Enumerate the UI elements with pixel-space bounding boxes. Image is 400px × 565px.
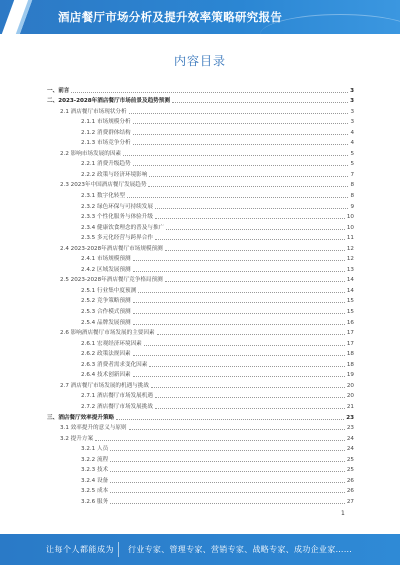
toc-leader-dots (155, 238, 345, 240)
toc-entry[interactable] (47, 379, 354, 390)
toc-entry-title: 2.5.3 合作模式预测 (81, 309, 131, 316)
toc-entry[interactable] (47, 211, 354, 222)
toc-entry-page: 25 (346, 456, 354, 463)
table-of-contents (47, 84, 354, 506)
toc-leader-dots (155, 407, 345, 409)
footer-tagline: 行业专家、管理专家、营销专家、战略专家、成功企业家…… (128, 545, 353, 554)
toc-entry[interactable] (47, 242, 354, 253)
toc-entry-page: 15 (346, 309, 354, 316)
toc-entry[interactable] (47, 390, 354, 401)
toc-leader-dots (133, 143, 349, 145)
toc-entry[interactable] (47, 189, 354, 200)
toc-entry[interactable] (47, 116, 354, 127)
toc-entry-title: 2.4.1 市场规模预测 (81, 256, 131, 263)
toc-entry-page: 13 (346, 266, 354, 273)
toc-entry[interactable] (47, 400, 354, 411)
toc-entry-title: 2.6 影响酒店餐厅市场发展的主要因素 (60, 330, 155, 337)
toc-leader-dots (110, 470, 345, 472)
toc-entry[interactable] (47, 158, 354, 169)
toc-leader-dots (110, 449, 345, 451)
toc-entry-page: 5 (350, 161, 354, 168)
toc-entry-title: 2.2 影响市场发展的因素 (60, 150, 122, 157)
toc-entry-page: 27 (346, 498, 354, 505)
toc-entry-page: 3 (350, 87, 354, 94)
toc-entry[interactable] (47, 295, 354, 306)
toc-leader-dots (148, 185, 348, 187)
toc-entry-page: 23 (346, 425, 354, 432)
toc-entry-title: 2.1.2 消费群体结构 (81, 129, 131, 136)
toc-entry-page: 20 (346, 382, 354, 389)
toc-entry-page: 24 (346, 446, 354, 453)
toc-entry[interactable] (47, 274, 354, 285)
toc-entry[interactable] (47, 253, 354, 264)
toc-entry-page: 9 (350, 203, 354, 210)
toc-entry-page: 12 (346, 256, 354, 263)
toc-entry[interactable] (47, 179, 354, 190)
toc-entry-page: 8 (350, 182, 354, 189)
toc-entry-title: 2.2.2 政策与经济环境影响 (81, 171, 148, 178)
toc-entry[interactable] (47, 84, 354, 95)
toc-entry-page: 4 (350, 140, 354, 147)
toc-entry[interactable] (47, 422, 354, 433)
toc-leader-dots (133, 133, 349, 135)
toc-entry[interactable] (47, 95, 354, 106)
toc-entry[interactable] (47, 105, 354, 116)
toc-entry-title: 3.2 提升方案 (60, 435, 94, 442)
toc-entry-page: 3 (350, 98, 354, 105)
toc-leader-dots (144, 344, 345, 346)
toc-entry-page: 12 (346, 245, 354, 252)
toc-entry-title: 2.7.2 酒店餐厅市场发展挑战 (81, 403, 153, 410)
toc-leader-dots (129, 428, 345, 430)
toc-entry-title: 2.3 2023年中国酒店餐厅发展趋势 (60, 182, 147, 189)
toc-entry-title: 二、2023-2028年酒店餐厅市场前景及趋势预测 (47, 98, 170, 105)
toc-entry-title: 2.5 2023-2028年酒店餐厅竞争格局预测 (60, 277, 163, 284)
toc-leader-dots (110, 502, 345, 504)
toc-leader-dots (110, 481, 345, 483)
toc-entry[interactable] (47, 358, 354, 369)
toc-entry-page: 14 (346, 287, 354, 294)
footer-slogan: 让每个人都能成为 (46, 545, 114, 554)
toc-leader-dots (129, 112, 349, 114)
toc-entry[interactable] (47, 263, 354, 274)
toc-leader-dots (133, 259, 345, 261)
toc-leader-dots (71, 91, 348, 93)
toc-leader-dots (149, 175, 348, 177)
report-title: 酒店餐厅市场分析及提升效率策略研究报告 (58, 10, 283, 24)
toc-entry[interactable] (47, 495, 354, 506)
toc-entry-page: 7 (350, 171, 354, 178)
toc-entry-page: 19 (346, 372, 354, 379)
toc-entry-page: 10 (346, 224, 354, 231)
toc-entry[interactable] (47, 474, 354, 485)
toc-leader-dots (166, 228, 345, 230)
toc-entry-title: 2.5.2 竞争策略预测 (81, 298, 131, 305)
toc-entry-page: 4 (350, 129, 354, 136)
toc-entry-page: 3 (350, 119, 354, 126)
toc-entry[interactable] (47, 126, 354, 137)
toc-entry-page: 17 (346, 330, 354, 337)
toc-entry-title: 2.7 酒店餐厅市场发展的机遇与挑战 (60, 382, 149, 389)
toc-entry-page: 17 (346, 340, 354, 347)
toc-entry[interactable] (47, 305, 354, 316)
toc-entry[interactable] (47, 432, 354, 443)
toc-entry-title: 3.2.1 人员 (81, 446, 109, 453)
toc-entry[interactable] (47, 453, 354, 464)
toc-entry-page: 3 (350, 108, 354, 115)
toc-entry-page: 23 (346, 414, 354, 421)
toc-entry[interactable] (47, 147, 354, 158)
toc-entry-title: 3.1 效率提升的意义与原则 (60, 425, 127, 432)
toc-leader-dots (110, 460, 345, 462)
toc-leader-dots (155, 217, 345, 219)
report-header (0, 0, 400, 34)
page-number: 1 (341, 510, 345, 517)
toc-entry[interactable] (47, 327, 354, 338)
footer-divider (118, 542, 119, 557)
toc-entry[interactable] (47, 284, 354, 295)
toc-entry[interactable] (47, 137, 354, 148)
toc-leader-dots (165, 249, 345, 251)
toc-leader-dots (155, 207, 348, 209)
toc-entry-page: 10 (346, 214, 354, 221)
toc-entry-page: 5 (350, 150, 354, 157)
toc-leader-dots (133, 270, 345, 272)
toc-entry[interactable] (47, 221, 354, 232)
toc-leader-dots (133, 301, 345, 303)
toc-leader-dots (151, 386, 345, 388)
toc-entry-title: 2.3.4 健康饮食理念的普及与推广 (81, 224, 165, 231)
toc-entry-title: 2.3.1 数字化转型 (81, 193, 125, 200)
toc-entry-title: 2.6.4 技术创新因素 (81, 372, 131, 379)
toc-leader-dots (165, 280, 345, 282)
toc-entry-title: 2.6.2 政策法规因素 (81, 351, 131, 358)
toc-entry-title: 2.3.5 多元化经营与跨界合作 (81, 235, 153, 242)
toc-leader-dots (116, 418, 344, 420)
toc-entry-page: 26 (346, 477, 354, 484)
toc-entry-title: 2.7.1 酒店餐厅市场发展机遇 (81, 393, 153, 400)
toc-entry-page: 18 (346, 351, 354, 358)
toc-entry-title: 三、酒店餐厅效率提升策略 (47, 414, 115, 421)
toc-entry-page: 21 (346, 403, 354, 410)
toc-entry-page: 14 (346, 277, 354, 284)
toc-entry-page: 26 (346, 488, 354, 495)
toc-entry[interactable] (47, 316, 354, 327)
toc-entry-title: 2.2.1 消费升级趋势 (81, 161, 131, 168)
toc-leader-dots (95, 439, 345, 441)
toc-entry[interactable] (47, 411, 354, 422)
toc-leader-dots (110, 491, 345, 493)
toc-entry-title: 2.4.2 区域发展预测 (81, 266, 131, 273)
toc-entry-page: 24 (346, 435, 354, 442)
toc-entry-page: 20 (346, 393, 354, 400)
toc-entry[interactable] (47, 464, 354, 475)
toc-heading: 内容目录 (173, 54, 226, 68)
toc-entry-page: 8 (350, 193, 354, 200)
toc-leader-dots (133, 312, 345, 314)
toc-entry[interactable] (47, 337, 354, 348)
toc-entry-title: 3.2.3 技术 (81, 467, 109, 474)
toc-entry-title: 2.1.1 市场规模分析 (81, 119, 131, 126)
toc-entry-title: 2.6.3 消费者需求变化因素 (81, 361, 148, 368)
toc-leader-dots (123, 154, 348, 156)
toc-entry-title: 2.5.4 品牌发展预测 (81, 319, 131, 326)
toc-leader-dots (157, 333, 345, 335)
toc-entry-title: 2.1.3 市场竞争分析 (81, 140, 131, 147)
toc-entry[interactable] (47, 369, 354, 380)
report-footer (0, 534, 400, 565)
toc-leader-dots (133, 122, 349, 124)
toc-leader-dots (133, 164, 349, 166)
toc-leader-dots (138, 291, 345, 293)
toc-entry-title: 2.5.1 行业集中度预测 (81, 287, 137, 294)
toc-entry-page: 25 (346, 467, 354, 474)
toc-entry-title: 一、前言 (47, 87, 70, 94)
toc-leader-dots (133, 375, 345, 377)
toc-leader-dots (133, 323, 345, 325)
toc-entry-title: 2.6.1 宏观经济环境因素 (81, 340, 142, 347)
toc-entry-title: 3.2.5 成本 (81, 488, 109, 495)
toc-leader-dots (155, 396, 345, 398)
toc-entry-title: 3.2.2 流程 (81, 456, 109, 463)
toc-entry-title: 3.2.4 设备 (81, 477, 109, 484)
toc-entry[interactable] (47, 485, 354, 496)
toc-entry[interactable] (47, 168, 354, 179)
toc-leader-dots (172, 101, 348, 103)
toc-entry[interactable] (47, 232, 354, 243)
toc-entry-title: 2.3.3 个性化服务与体验升级 (81, 214, 153, 221)
toc-entry-page: 16 (346, 319, 354, 326)
toc-entry-page: 18 (346, 361, 354, 368)
toc-entry-title: 3.2.6 服务 (81, 498, 109, 505)
toc-entry-title: 2.4 2023-2028年酒店餐厅市场规模预测 (60, 245, 163, 252)
toc-entry-page: 15 (346, 298, 354, 305)
toc-leader-dots (133, 354, 345, 356)
toc-entry[interactable] (47, 200, 354, 211)
toc-entry-page: 11 (346, 235, 354, 242)
toc-entry[interactable] (47, 348, 354, 359)
toc-entry[interactable] (47, 443, 354, 454)
toc-leader-dots (149, 365, 345, 367)
toc-leader-dots (127, 196, 348, 198)
toc-entry-title: 2.1 酒店餐厅市场现状分析 (60, 108, 127, 115)
toc-entry-title: 2.3.2 绿色环保与可持续发展 (81, 203, 153, 210)
